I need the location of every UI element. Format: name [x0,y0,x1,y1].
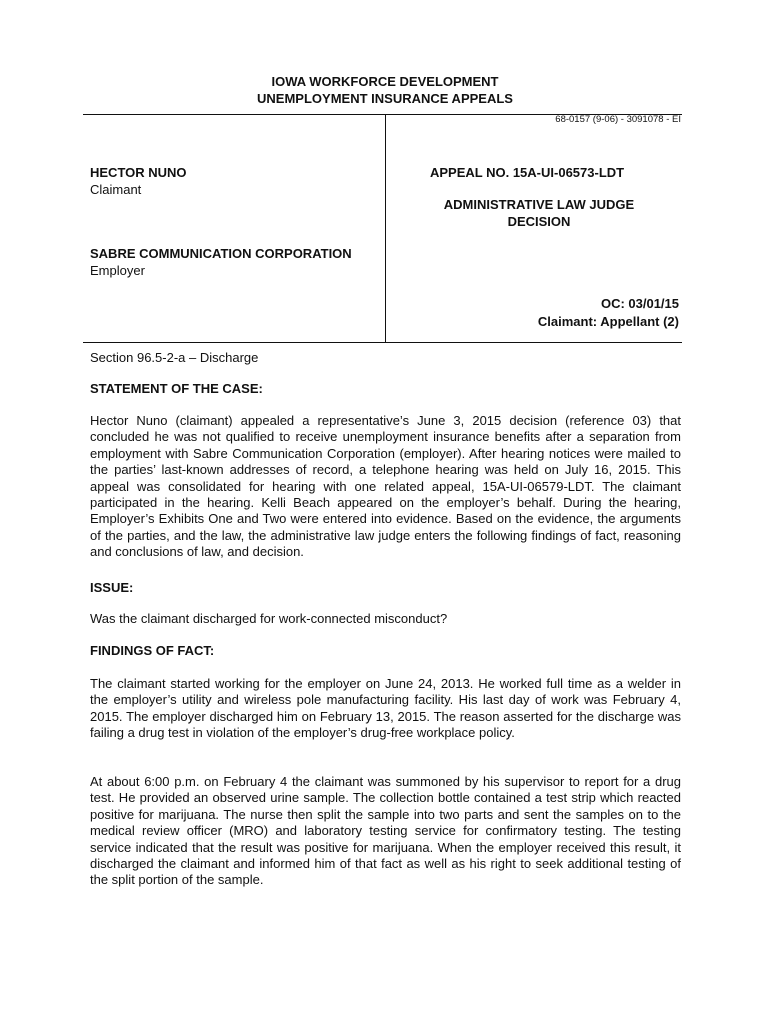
employer-name: SABRE COMMUNICATION CORPORATION [90,246,352,261]
oc-date: OC: 03/01/15 [600,296,679,311]
decision-title [400,196,678,230]
findings-heading: FINDINGS OF FACT: [90,643,215,658]
decision-title-line1: ADMINISTRATIVE LAW JUDGE [443,197,635,212]
employer-role: Employer [90,263,145,278]
header-rule [83,114,682,115]
statement-heading: STATEMENT OF THE CASE: [90,381,263,396]
form-number: 68-0157 (9-06) - 3091078 - EI [555,114,681,125]
findings-paragraph-2: At about 6:00 p.m. on February 4 the claimant was summoned by his supervisor to report for a drug test. He provided an observed urine sample. The collection bottle contained a test strip which reacted positive for marijuana. The nurse then split the sample into two parts and sent the samples on to the medical review officer (MRO) and laboratory testing service for confirmatory testing. The testing service indicated that the result was positive for marijuana. When the employer received this result, it discharged the claimant and informed him of that fact as well as his right to seek additional testing of the split portion of the sample. [90,774,681,888]
caption-rule [83,342,682,343]
claimant-status: Claimant: Appellant (2) [537,314,679,329]
claimant-block [90,164,187,198]
decision-title-line2: DECISION [507,214,571,229]
appeal-number: APPEAL NO. 15A-UI-06573-LDT [430,165,625,180]
claimant-name: HECTOR NUNO [90,165,187,180]
issue-heading: ISSUE: [90,580,134,595]
agency-name: IOWA WORKFORCE DEVELOPMENT [271,74,499,89]
column-divider [385,115,386,343]
code-section: Section 96.5-2-a – Discharge [90,350,259,365]
claimant-role: Claimant [90,182,142,197]
issue-paragraph: Was the claimant discharged for work-connected misconduct? [90,611,448,626]
employer-block [90,245,352,279]
agency-division: UNEMPLOYMENT INSURANCE APPEALS [257,91,513,106]
findings-paragraph-1: The claimant started working for the employer on June 24, 2013. He worked full time as a welder in the employer’s utility and wireless pole manufacturing facility. His last day of work was February 4, 2015. The employer discharged him on February 13, 2015. The reason asserted for the discharge was failing a drug test in violation of the employer’s drug-free workplace policy. [90,676,681,741]
statement-paragraph: Hector Nuno (claimant) appealed a representative’s June 3, 2015 decision (reference 03) that concluded he was not qualified to receive unemployment insurance benefits after a separation from employment with Sabre Communication Corporation (employer). After hearing notices were mailed to the parties’ last-known addresses of record, a telephone hearing was held on July 16, 2015. This appeal was consolidated for hearing with one related appeal, 15A-UI-06579-LDT. The claimant participated in the hearing. Kelli Beach appeared on the employer’s behalf. During the hearing, Employer’s Exhibits One and Two were entered into evidence. Based on the evidence, the arguments of the parties, and the law, the administrative law judge enters the following findings of fact, reasoning and conclusions of law, and decision. [90,413,681,560]
